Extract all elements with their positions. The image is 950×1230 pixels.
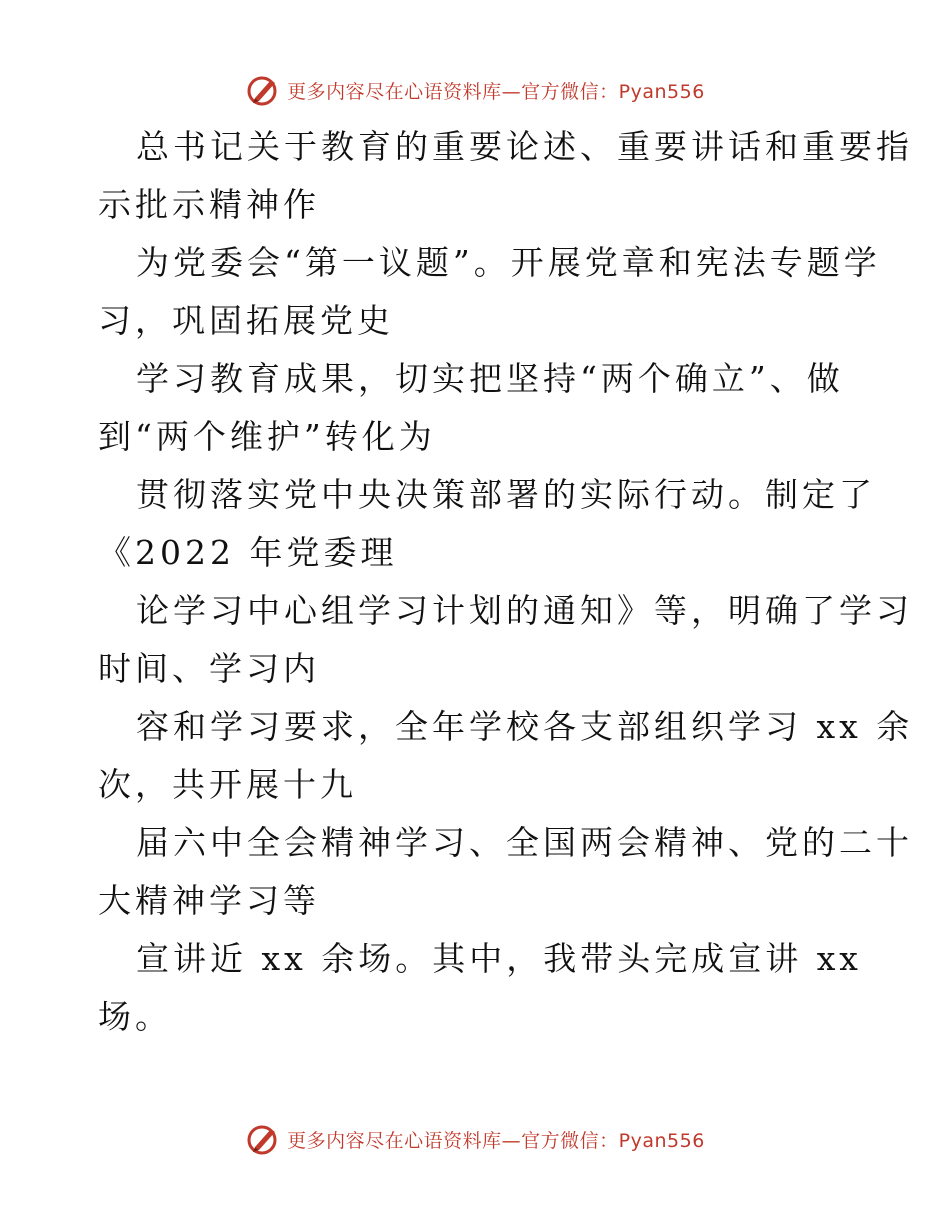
footer-watermark-banner [0, 1119, 950, 1159]
paragraph-line: 为党委会“第一议题”。开展党章和宪法专题学 [136, 243, 881, 282]
document-body [98, 118, 914, 1046]
header-banner-text: 更多内容尽在心语资料库—官方微信：Pyan556 [287, 80, 705, 103]
paragraph-line: 学习教育成果，切实把坚持“两个确立”、做 [136, 359, 844, 398]
paragraph-line: 总书记关于教育的重要论述、重要讲话和重要指 [136, 127, 913, 166]
paragraph-line: 宣讲近 xx 余场。其中，我带头完成宣讲 xx [136, 939, 862, 978]
paragraph-line: 习，巩固拓展党史 [98, 301, 394, 340]
paragraph-line: 贯彻落实党中央决策部署的实际行动。制定了 [136, 475, 876, 514]
paragraph-line: 届六中全会精神学习、全国两会精神、党的二十 [136, 823, 913, 862]
header-watermark-banner [0, 70, 950, 110]
paragraph-line: 容和学习要求，全年学校各支部组织学习 xx 余 [136, 707, 914, 746]
paragraph-line: 到“两个维护”转化为 [98, 417, 436, 456]
pen-logo-icon [245, 1121, 281, 1157]
paragraph-line: 论学习中心组学习计划的通知》等，明确了学习 [136, 591, 913, 630]
paragraph-line: 《2022 年党委理 [98, 533, 398, 572]
footer-banner-text: 更多内容尽在心语资料库—官方微信：Pyan556 [287, 1129, 705, 1152]
paragraph-line: 大精神学习等 [98, 881, 320, 920]
paragraph-line: 场。 [98, 997, 172, 1036]
paragraph-line: 次，共开展十九 [98, 765, 357, 804]
pen-logo-icon [245, 72, 281, 108]
paragraph-line: 时间、学习内 [98, 649, 320, 688]
paragraph-line: 示批示精神作 [98, 185, 320, 224]
